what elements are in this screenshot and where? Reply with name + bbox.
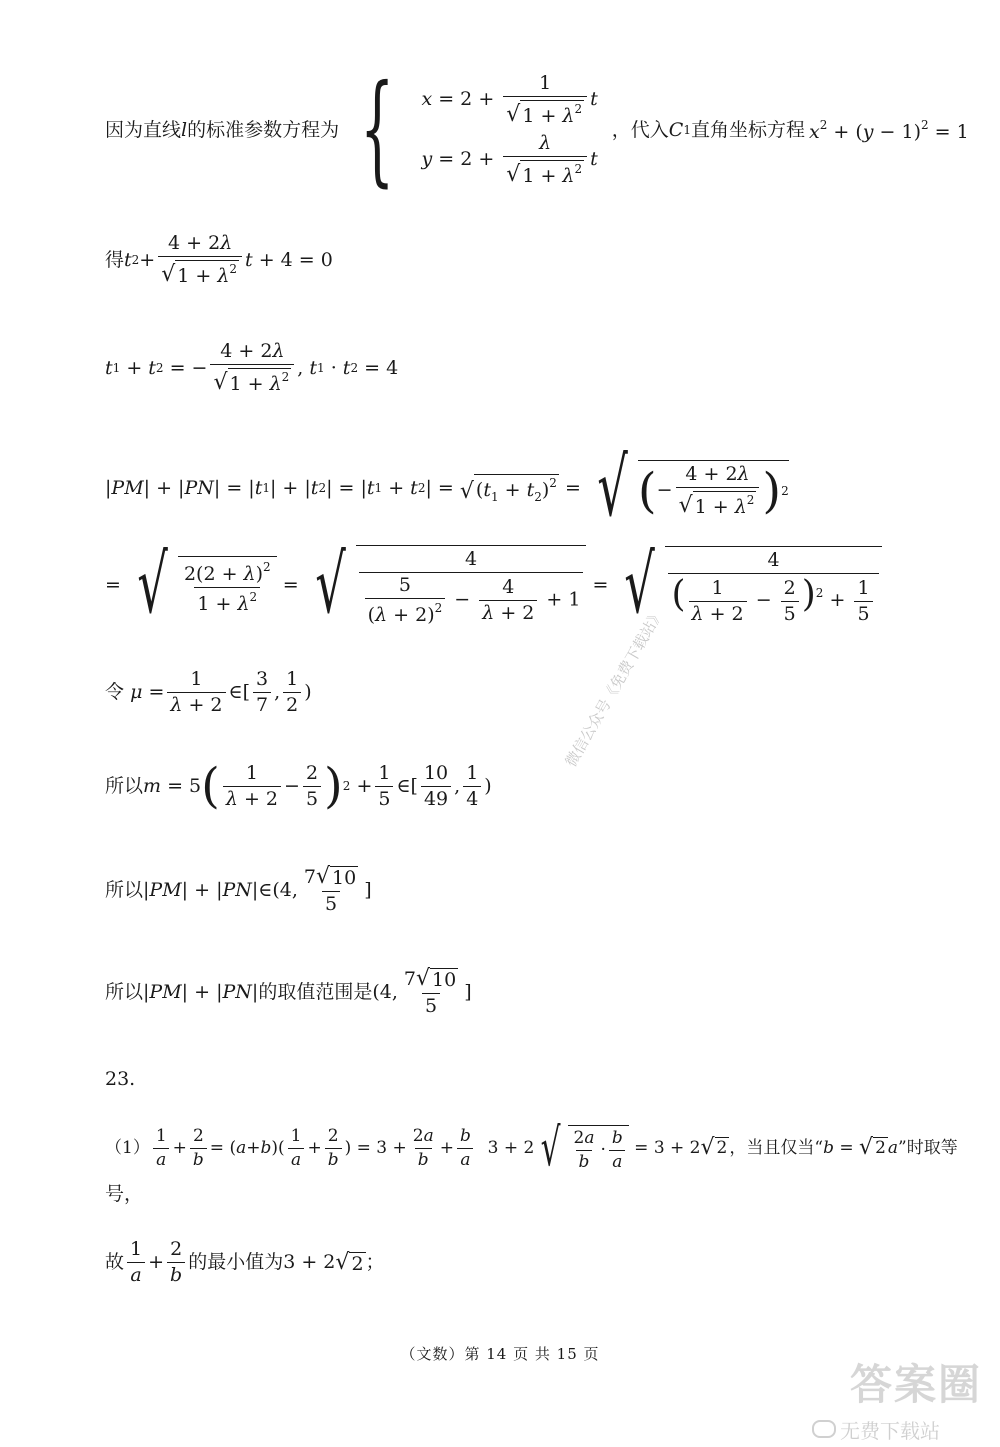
page-footer: （文数）第 14 页 共 15 页 [400,1345,600,1363]
subscript: 1 [683,123,691,137]
watermark-logo: 答案圈 [850,1360,983,1409]
circle-equation: $x^2 + (y - 1)^2 = 1$ [808,117,969,143]
q23-hao-line [105,1185,143,1204]
text-segment: ； [365,1251,385,1273]
substitution-line: 令 μ = $\frac{1}{\lambda + 2}$ ∈[ $\frac{3}{7}$ , $\frac{1}{2}$ ) [105,668,312,716]
m-range-line: 所以 m = 5 ( $\frac{1}{\lambda + 2}$ − $\frac{2}{5}$ ) 2 + $\frac{1}{5}$ ∈[ $\frac{10}{49}$ , $\frac{1}{4}$ ) [105,758,492,814]
equation-y: y = 2 + λ √ $1 + \lambda^2$ t [421,132,598,187]
text-segment: 故 [105,1251,125,1273]
text-segment: ”时取等 [898,1137,958,1158]
equation-system [421,74,597,186]
text-segment: ，当且仅当“ [729,1137,824,1158]
watermark-diagonal: 微信公众号《免费下载站》 [561,605,668,770]
text-segment: 的标准参数方程为 [187,118,340,141]
wechat-icon [812,1420,836,1438]
text-segment: ，代入 [611,118,669,141]
text-segment: 所以 [105,774,144,797]
watermark-logo-sub: 无费下载站 [840,1419,940,1443]
text-segment: 的最小值为 [188,1251,284,1273]
question-number: 23. [105,1068,136,1090]
text-segment: 直角坐标方程 [690,118,805,141]
distance-sum-line: | PM | + | PN | = | t 1 | + | t 2 | = | t 1 + t 2 | = √ $(t_1 + t_2)^2$ = √ ( − 4 + 2λ √ $1 + \lambda^2$ ) 2 [105,441,789,534]
brace-symbol: { [360,60,395,199]
equation-x: x = 2 + 1 √ $1 + \lambda^2$ t [421,72,598,127]
conclusion-line: 所以 | PM | + | PN | 的取值范围是 (4, 7 √ 10 5 ] [105,966,472,1017]
var-c: C [668,118,684,141]
quadratic-line: 得 t 2 + 4 + 2λ √ $1 + \lambda^2$ t + 4 = 0 [105,232,333,287]
part-label: （1） [105,1137,150,1158]
text-segment: 的取值范围是 [258,980,373,1003]
text-segment: 号， [105,1183,144,1205]
text-segment: 得 [105,248,125,271]
pm-pn-range-line: 所以 | PM | + | PN |∈(4, 7 √ 10 5 ] [105,864,372,915]
text-segment: 所以 [105,980,144,1003]
text-segment: 因为直线 [105,118,182,141]
q23-min-line: 故 $\frac{1}{a}$ + $\frac{2}{b}$ 的最小值为 3 + 2 √ 2 ； [105,1238,385,1286]
param-equation-line [105,60,969,199]
simplify-line: = √ $\frac{2(2 + \lambda)^2}{1 + \lambda^2}$ = √ 4 $\frac{5}{(\lambda + 2)^2}$ − $\frac{4}{\lambda + 2}$ + 1 = √ 4 ( $\frac{1}{\lambda + 2}$ − $\frac{2}{5}$ )$^2$ + $\frac{1}{5}$ [105,545,882,625]
text-segment: 所以 [105,878,144,901]
vieta-line: t 1 + t 2 = − 4 + 2λ √ $1 + \lambda^2$ , t 1 · t 2 = 4 [105,340,399,395]
q23-part1-line: （1） $\frac{1}{a}$ + $\frac{2}{b}$ = ( a + b )( $\frac{1}{a}$ + $\frac{2}{b}$ ) = 3 + $\frac{2a}{b}$ + $\frac{b}{a}$ 3 + 2 √ $\frac{2a}{b}$ · $\frac{b}{a}$ = 3 + 2 √ 2 ，当且仅当“ b = √ 2 a ”时取等 [105,1118,958,1178]
var-l: l [181,118,188,141]
text-segment: 令 [105,681,125,703]
